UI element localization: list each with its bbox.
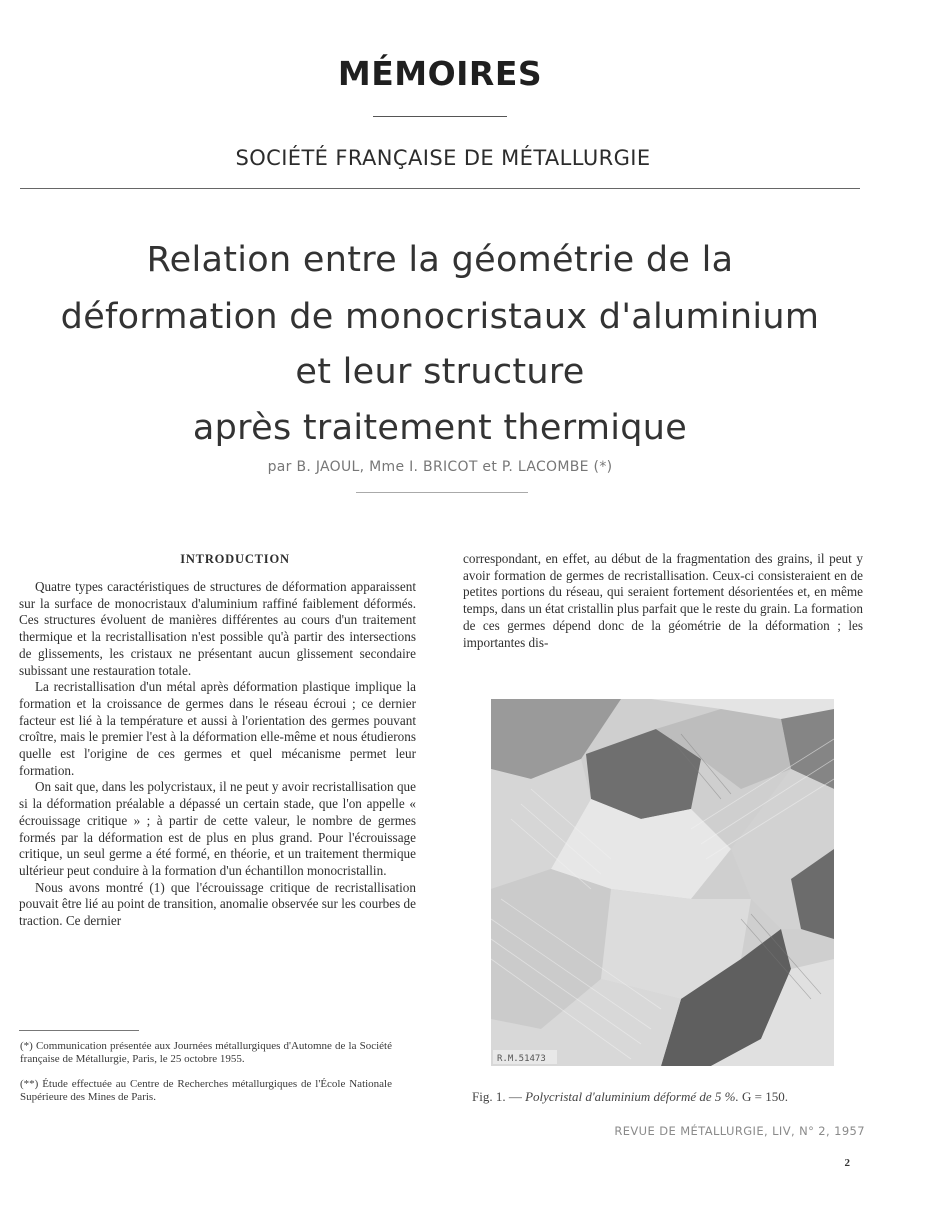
paragraph: On sait que, dans les polycristaux, il ne peut y avoir recristallisation que si la déformation préalable a dépassé un certain stade, que l'on appelle « écrouissage critique » ; à partir de cette valeur, le nombre de germes formés par la déformation est de plus en plus grand. Pour l'écrouissage critique, un seul germe a été formé, en théorie, et un traitement thermique ultérieur peut conduire à la formation d'un échantillon monocristallin. — [19, 779, 416, 878]
journal-reference: REVUE DE MÉTALLURGIE, LIV, N° 2, 1957 — [614, 1124, 865, 1138]
paragraph: La recristallisation d'un métal après déformation plastique implique la formation et la croissance de germes dans le réseau écroui ; ce dernier facteur est lié à la température et aussi à l'orientation des germes pouvant croître, mais le premier l'est à la déformation elle-même et nous étudierons quelle est l'origine de ces germes et quel mécanisme permet leur formation. — [19, 679, 416, 778]
caption-suffix: G = 150. — [741, 1089, 788, 1104]
divider — [373, 116, 507, 117]
footnote: (**) Étude effectuée au Centre de Recherches métallurgiques de l'École Nationale Supérieure des Mines de Paris. — [20, 1078, 392, 1103]
caption-prefix: Fig. 1. — — [472, 1089, 522, 1104]
right-column — [463, 551, 863, 651]
section-title: MÉMOIRES — [337, 54, 543, 93]
left-column — [19, 579, 416, 930]
paragraph: Nous avons montré (1) que l'écrouissage critique de recristallisation pouvait être lié au point de transition, anomalie observée sur les courbes de traction. Ce dernier — [19, 879, 416, 929]
section-heading: INTRODUCTION — [180, 552, 290, 566]
authors: par B. JAOUL, Mme I. BRICOT et P. LACOMBE (*) — [267, 459, 613, 475]
paragraph: correspondant, en effet, au début de la fragmentation des grains, il peut y avoir formation de germes de recristallisation. Ceux-ci consisteraient en de petites portions du réseau, qui seraient fortement désorientées et, en même temps, dans un état cristallin plus parfait que le reste du grain. La formation de ces germes dépend donc de la géométrie de la déformation ; les importantes dis- — [463, 551, 863, 650]
society-name: SOCIÉTÉ FRANÇAISE DE MÉTALLURGIE — [235, 146, 651, 170]
stamp-label: R.M.51473 — [497, 1054, 546, 1064]
divider — [356, 492, 528, 493]
footnote-divider — [19, 1030, 139, 1031]
caption-text: Polycristal d'aluminium déformé de 5 %. — [525, 1089, 739, 1104]
micrograph-image — [491, 699, 834, 1066]
article-title-line: déformation de monocristaux d'aluminium — [60, 297, 820, 337]
micrograph-figure — [491, 699, 834, 1066]
footnote: (*) Communication présentée aux Journées métallurgiques d'Automne de la Société française de Métallurgie, Paris, le 25 octobre 1955. — [20, 1040, 392, 1065]
paragraph: Quatre types caractéristiques de structures de déformation apparaissent sur la surface de monocristaux d'aluminium raffiné faiblement déformés. Ces structures évoluent de manières différentes au cours d'un traitement thermique et la recristallisation n'est possible qu'à partir des intersections de glissements, les cristaux ne présentant aucun glissement secondaire subissant une restauration totale. — [19, 579, 416, 678]
article-title-line: après traitement thermique — [192, 408, 688, 448]
article-title-line: Relation entre la géométrie de la — [146, 240, 734, 280]
page-number: 2 — [844, 1157, 850, 1169]
figure-caption — [472, 1089, 862, 1105]
article-title-line: et leur structure — [295, 352, 585, 392]
divider — [20, 188, 860, 189]
